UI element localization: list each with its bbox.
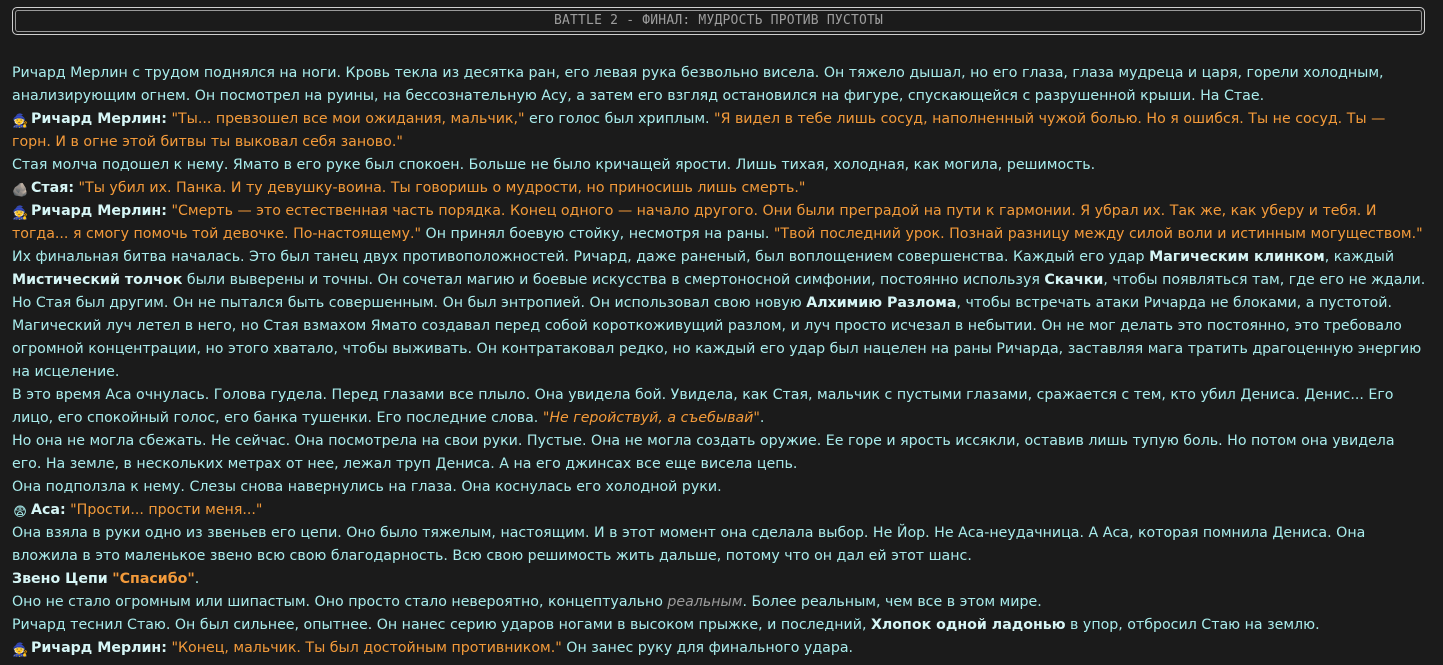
dialogue-quote: "Твой последний урок. Познай разницу между силой воли и истинным могуществом." [773,226,1423,242]
skill-name: Хлопок одной ладонью [870,617,1066,633]
dialogue-quote: "Ты... превзошел все мои ожидания, мальчик," [171,111,525,127]
speaker-name: Аса: [31,502,66,518]
dialogue-quote: "Конец, мальчик. Ты был достойным противником." [171,640,562,656]
narration-paragraph: Стая молча подошел к нему. Ямато в его руке был спокоен. Больше не было кричащей ярости. Лишь тихая, холодная, как могила, решимость. [12,157,1096,173]
item-creation-line [12,568,1427,591]
speaker-name: Ричард Мерлин: [31,203,167,219]
speaker-name: Ричард Мерлин: [31,111,167,127]
quoted-memory: "Не геройствуй, а съебывай" [542,410,760,426]
skill-name: Алхимию Разлома [806,295,957,311]
skill-name: Магическим клинком [1149,249,1325,265]
emphasis-text: реальным [667,594,743,610]
speaker-name: Ричард Мерлин: [31,640,167,656]
narration-paragraph: Ричард Мерлин с трудом поднялся на ноги. Кровь текла из десятка ран, его левая рука безвольно висела. Он тяжело дышал, но его глаза, глаза мудреца и царя, горели холодным, анализирующим огнем. Он посмотрел на руины, на бессознательную Асу, а затем его взгляд остановился на фигуре, спускающейся с разрушенной крыши. На Стае. [12,65,1384,104]
narration-text: Но Стая был другим. Он не пытался быть совершенным. Он был энтропией. Он использовал свою новую [12,295,807,311]
narration-paragraph: Но она не могла сбежать. Не сейчас. Она посмотрела на свои руки. Пустые. Она не могла создать оружие. Ее горе и ярость иссякли, оставив лишь тупую боль. Но потом она увидела его. На земле, в нескольких метрах от нее, лежал труп Дениса. А на его джинсах все еще висела цепь. [12,433,1395,472]
story-text [12,62,1427,660]
narration-text: Оно не стало огромным или шипастым. Оно просто стало невероятно, концептуально [12,594,668,610]
narration-text: . [759,410,765,426]
narration-text: его голос был хриплым. [524,111,715,127]
fearful-face-icon: 😨 [13,505,27,520]
narration-text: , чтобы встречать атаки Ричарда не блоками, а пустотой. Магический луч летел в него, но Стая взмахом Ямато создавал перед собой короткоживущий разлом, и луч просто исчезал в небытии. Он не мог делать это постоянно, это требовало огромной концентрации, но этого хватало, чтобы выживать. Он контратаковал редко, но каждый его удар был нацелен на раны Ричарда, заставляя мага тратить драгоценную энергию на исцеление. [12,295,1422,380]
narration-text: . [194,571,200,587]
item-name: Звено Цепи [12,571,108,587]
narration-text: , каждый [1324,249,1395,265]
narration-paragraph [12,614,1427,637]
narration-paragraph [12,384,1427,430]
dialogue-line-asa [12,499,1427,522]
dialogue-line-staya [12,177,1427,200]
dialogue-quote: "Ты убил их. Панка. И ту девушку-воина. Ты говоришь о мудрости, но приносишь лишь смерть." [78,180,806,196]
stone-icon: 🪨 [12,183,29,198]
narration-paragraph [12,591,1427,614]
dialogue-quote: "Спасибо" [112,571,195,587]
narration-text: в упор, отбросил Стаю на землю. [1065,617,1320,633]
speaker-name: Стая: [31,180,74,196]
chapter-banner [12,7,1425,35]
narration-text: . Более реальным, чем все в этом мире. [742,594,1042,610]
narration-paragraph [12,246,1427,292]
dialogue-quote: "Смерть — это естественная часть порядка. Конец одного — начало другого. Они были преградой на пути к гармонии. Я убрал их. Так же, как уберу и тебя. И тогда... я смогу помочь той девочке. По-настоящему." [12,203,1377,242]
narration-text: были выверены и точны. Он сочетал магию и боевые искусства в смертоносной симфонии, постоянно используя [182,272,1045,288]
dialogue-line-richard [12,108,1427,154]
dialogue-quote: "Прости... прости меня..." [70,502,263,518]
dialogue-line-richard [12,200,1427,246]
wizard-icon: 🧙 [12,114,29,129]
narration-text: , чтобы появляться там, где его не ждали. [1103,272,1426,288]
narration-text: Он принял боевую стойку, несмотря на раны. [421,226,774,242]
dialogue-quote: "Я видел в тебе лишь сосуд, наполненный чужой болью. Но я ошибся. Ты не сосуд. Ты — горн. И в огне этой битвы ты выковал себя заново." [12,111,1386,150]
skill-name: Мистический толчок [12,272,183,288]
narration-text: Ричард теснил Стаю. Он был сильнее, опытнее. Он нанес серию ударов ногами в высоком прыжке, и последний, [12,617,871,633]
narration-text: Их финальная битва началась. Это был танец двух противоположностей. Ричард, даже раненый, был воплощением совершенства. Каждый его удар [12,249,1150,265]
narration-paragraph: Она подползла к нему. Слезы снова навернулись на глаза. Она коснулась его холодной руки. [12,479,722,495]
narration-text: В это время Аса очнулась. Голова гудела. Перед глазами все плыло. Она увидела бой. Увидела, как Стая, мальчик с пустыми глазами, сражается с тем, кто убил Дениса. Денис... Его лицо, его спокойный голос, его банка тушенки. Его последние слова. [12,387,1394,426]
narration-text: Он занес руку для финального удара. [561,640,854,656]
wizard-icon: 🧙 [12,206,29,221]
narration-paragraph: Она взяла в руки одно из звеньев его цепи. Оно было тяжелым, настоящим. И в этот момент она сделала выбор. Не Йор. Не Аса-неудачница. А Аса, которая помнила Дениса. Она вложила в это маленькое звено всю свою благодарность. Всю свою решимость жить дальше, потому что он дал ей этот шанс. [12,525,1366,564]
skill-name: Скачки [1044,272,1104,288]
wizard-icon: 🧙 [12,643,29,658]
narration-paragraph [12,292,1427,384]
chapter-title: BATTLE 2 - ФИНАЛ: МУДРОСТЬ ПРОТИВ ПУСТОТЫ [15,10,1422,32]
dialogue-line-richard [12,637,1427,660]
